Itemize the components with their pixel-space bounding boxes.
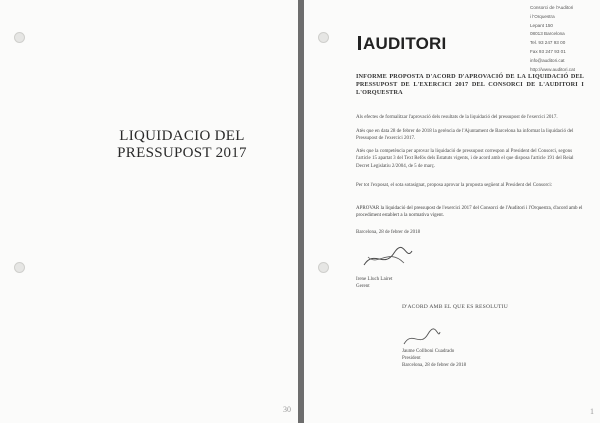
logo-mark-icon [358,36,361,50]
address-line: Fax 93 247 93 01 [530,48,566,54]
punch-hole [318,262,329,273]
title-line-1: LIQUIDACIO DEL [119,128,245,144]
signer-block [356,276,392,290]
resolution-line: D'ACORD AMB EL QUE ES RESOLUTIU [402,304,508,310]
address-line: http://www.auditori.cat [530,66,575,72]
president-signature-mark [402,326,442,350]
logo-text: AUDITORI [363,34,447,53]
signer-role: Gerent [356,284,370,289]
left-page [0,0,298,423]
paragraph: Als efectes de formalitzar l'aprovació dels resultats de la liquidació del pressupost de l'exercici 2017. [356,115,558,120]
signer-name: Irene Lluch Lairet [356,277,393,282]
punch-hole [14,262,25,273]
address-block [530,4,575,74]
date-line: Barcelona, 28 de febrer de 2018 [356,230,421,235]
page-number: 30 [283,405,291,414]
address-line: i l'Orquestra [530,13,555,19]
address-line: Consorci de l'Auditori [530,5,574,10]
subject-heading: INFORME PROPOSTA D'ACORD D'APROVACIÓ DE LA LIQUIDACIÓ DEL PRESSUPOST DE L'EXERCICI 2017 DEL CONSORCI DE L'AUDITORI I L'ORQUESTRA [356,73,584,96]
paragraph: Atès que en data 28 de febrer de 2018 la gerència de l'Ajuntament de Barcelona ha informat la liquidació del Pressupost de l'exercici 2017. [356,129,574,142]
punch-hole [318,32,329,43]
president-place: Barcelona, 28 de febrer de 2018 [402,363,467,368]
page-number: 1 [590,407,594,416]
right-page [304,0,600,423]
approval-text: APROVAR la liquidació del pressupost de l'exercici 2017 del Consorci de l'Auditori i l'Orquestra, d'acord amb el procediment establert a la normativa vigent. [356,206,583,219]
title-line-2: PRESSUPOST 2017 [117,145,247,161]
president-role: President [402,356,421,361]
president-block [402,348,466,369]
address-line: info@auditori.cat [530,57,565,63]
signature-mark [360,243,416,273]
address-line: Tel. 93 247 93 00 [530,40,566,46]
paragraph: Atès que la competència per aprovar la liquidació de pressupost correspon al President del Consorci, segons l'article 15 apartat 3 del Text Refós dels Estatuts vigents, i de acord amb el que disposa l'article 191 del Reial Decret Legislatiu 2/2004, de 5 de març. [356,149,574,169]
logo [358,34,446,54]
punch-hole [14,32,25,43]
president-name: Jaume Collboni Cuadrado [402,349,455,354]
address-line: 08013 Barcelona [530,31,565,37]
paragraph: Per tot l'exposat, el sota sotasignat, proposa aprovar la proposta següent al President del Consorci: [356,183,553,188]
address-line: Lepant 150 [530,22,553,28]
